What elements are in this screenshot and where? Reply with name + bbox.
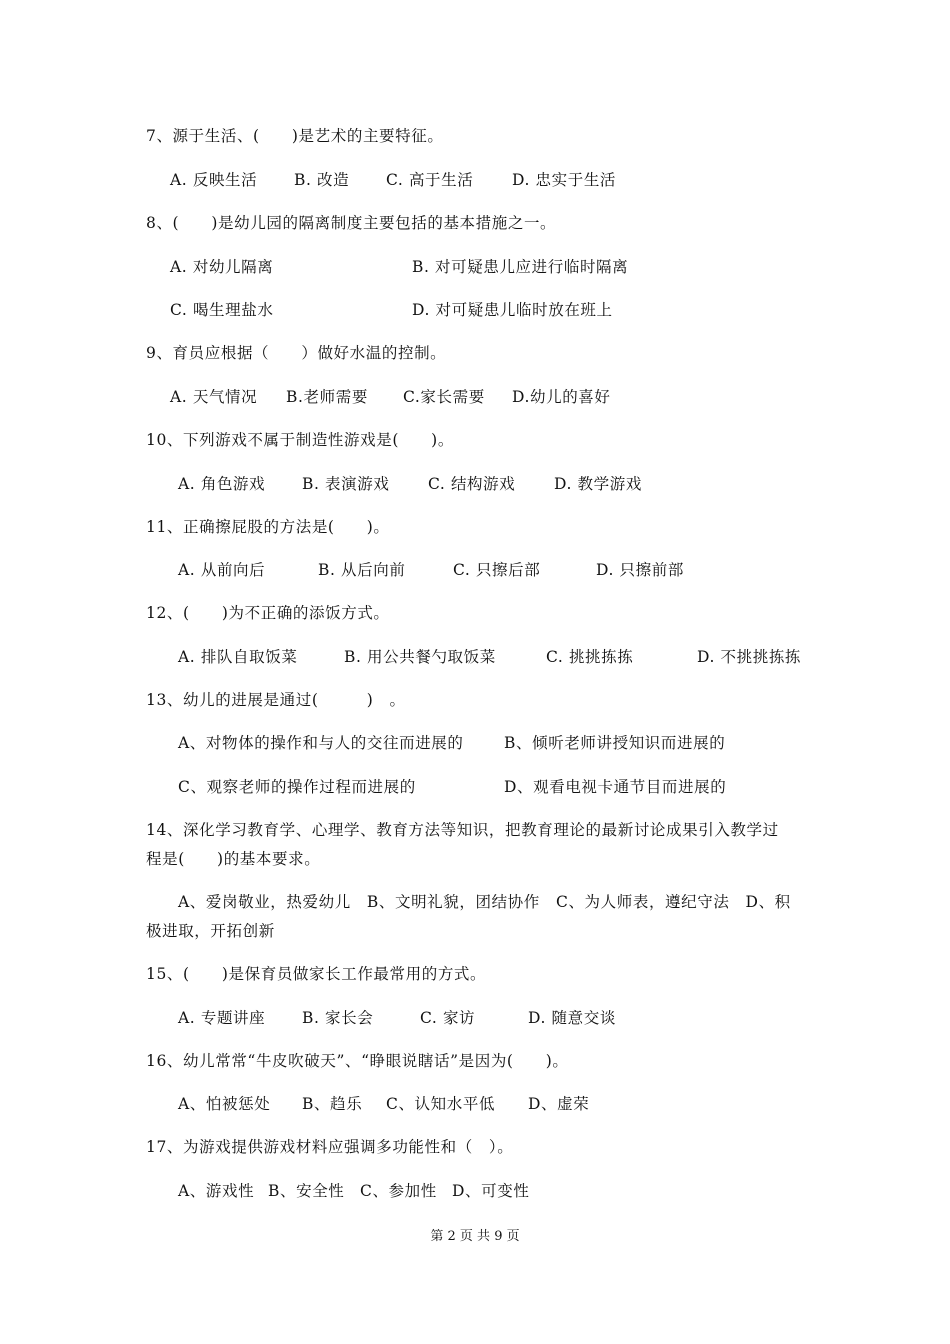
question-15-stem: 15、( )是保育员做家长工作最常用的方式。 <box>146 965 487 983</box>
question-15-option-b: B. 家长会 <box>302 1009 374 1027</box>
question-13-option-c: C、观察老师的操作过程而进展的 <box>178 778 416 796</box>
question-17-option-c: C、参加性 <box>360 1182 437 1200</box>
question-11-option-d: D. 只擦前部 <box>596 561 684 579</box>
question-15-option-c: C. 家访 <box>420 1009 476 1027</box>
question-13-option-b: B、倾听老师讲授知识而进展的 <box>504 734 726 752</box>
question-14-options-line-1: A、爱岗敬业，热爱幼儿 B、文明礼貌，团结协作 C、为人师表，遵纪守法 D、积 <box>178 893 791 911</box>
question-13-stem: 13、幼儿的进展是通过( ) 。 <box>146 691 406 709</box>
question-10-option-d: D. 教学游戏 <box>554 475 642 493</box>
question-16-option-d: D、虚荣 <box>528 1095 590 1113</box>
question-9-option-d: D.幼儿的喜好 <box>512 388 611 406</box>
question-16-option-b: B、趋乐 <box>302 1095 363 1113</box>
question-8-option-b: B. 对可疑患儿应进行临时隔离 <box>412 258 629 276</box>
question-7-option-b: B. 改造 <box>294 171 350 189</box>
question-16-stem: 16、幼儿常常“牛皮吹破天”、“睁眼说瞎话”是因为( )。 <box>146 1052 569 1070</box>
question-17-option-b: B、安全性 <box>268 1182 345 1200</box>
question-13-option-a: A、对物体的操作和与人的交往而进展的 <box>178 734 464 752</box>
question-7-stem: 7、源于生活、( )是艺术的主要特征。 <box>146 127 444 145</box>
question-12-option-b: B. 用公共餐勺取饭菜 <box>344 648 496 666</box>
question-9-option-b: B.老师需要 <box>286 388 368 406</box>
question-14-stem-line-2: 程是( )的基本要求。 <box>146 850 321 868</box>
page-footer: 第 2 页 共 9 页 <box>430 1229 520 1244</box>
question-8-option-a: A. 对幼儿隔离 <box>170 258 274 276</box>
question-9-option-c: C.家长需要 <box>403 388 485 406</box>
question-17-option-d: D、可变性 <box>452 1182 530 1200</box>
question-17-stem: 17、为游戏提供游戏材料应强调多功能性和（ ）。 <box>146 1138 514 1156</box>
question-7-option-a: A. 反映生活 <box>170 171 258 189</box>
question-9-stem: 9、育员应根据（ ）做好水温的控制。 <box>146 344 447 362</box>
question-10-option-b: B. 表演游戏 <box>302 475 390 493</box>
question-10-stem: 10、下列游戏不属于制造性游戏是( )。 <box>146 431 454 449</box>
question-12-option-d: D. 不挑挑拣拣 <box>697 648 802 666</box>
question-11-option-a: A. 从前向后 <box>178 561 266 579</box>
question-11-option-b: B. 从后向前 <box>318 561 406 579</box>
question-14-stem-line-1: 14、深化学习教育学、心理学、教育方法等知识，把教育理论的最新讨论成果引入教学过 <box>146 821 779 839</box>
question-10-option-a: A. 角色游戏 <box>178 475 266 493</box>
question-17-option-a: A、游戏性 <box>178 1182 255 1200</box>
question-7-option-d: D. 忠实于生活 <box>512 171 617 189</box>
question-11-stem: 11、正确擦屁股的方法是( )。 <box>146 518 390 536</box>
question-11-option-c: C. 只擦后部 <box>453 561 541 579</box>
question-15-option-a: A. 专题讲座 <box>178 1009 266 1027</box>
question-16-option-c: C、认知水平低 <box>386 1095 496 1113</box>
question-13-option-d: D、观看电视卡通节目而进展的 <box>504 778 727 796</box>
question-10-option-c: C. 结构游戏 <box>428 475 516 493</box>
question-8-stem: 8、( )是幼儿园的隔离制度主要包括的基本措施之一。 <box>146 214 557 232</box>
question-12-option-a: A. 排队自取饭菜 <box>178 648 298 666</box>
question-14-options-line-2: 极进取，开拓创新 <box>146 922 275 940</box>
question-8-option-d: D. 对可疑患儿临时放在班上 <box>412 301 613 319</box>
question-16-option-a: A、怕被惩处 <box>178 1095 271 1113</box>
question-7-option-c: C. 高于生活 <box>386 171 474 189</box>
question-12-option-c: C. 挑挑拣拣 <box>546 648 634 666</box>
question-9-option-a: A. 天气情况 <box>170 388 258 406</box>
question-8-option-c: C. 喝生理盐水 <box>170 301 274 319</box>
question-12-stem: 12、( )为不正确的添饭方式。 <box>146 604 390 622</box>
question-15-option-d: D. 随意交谈 <box>528 1009 616 1027</box>
